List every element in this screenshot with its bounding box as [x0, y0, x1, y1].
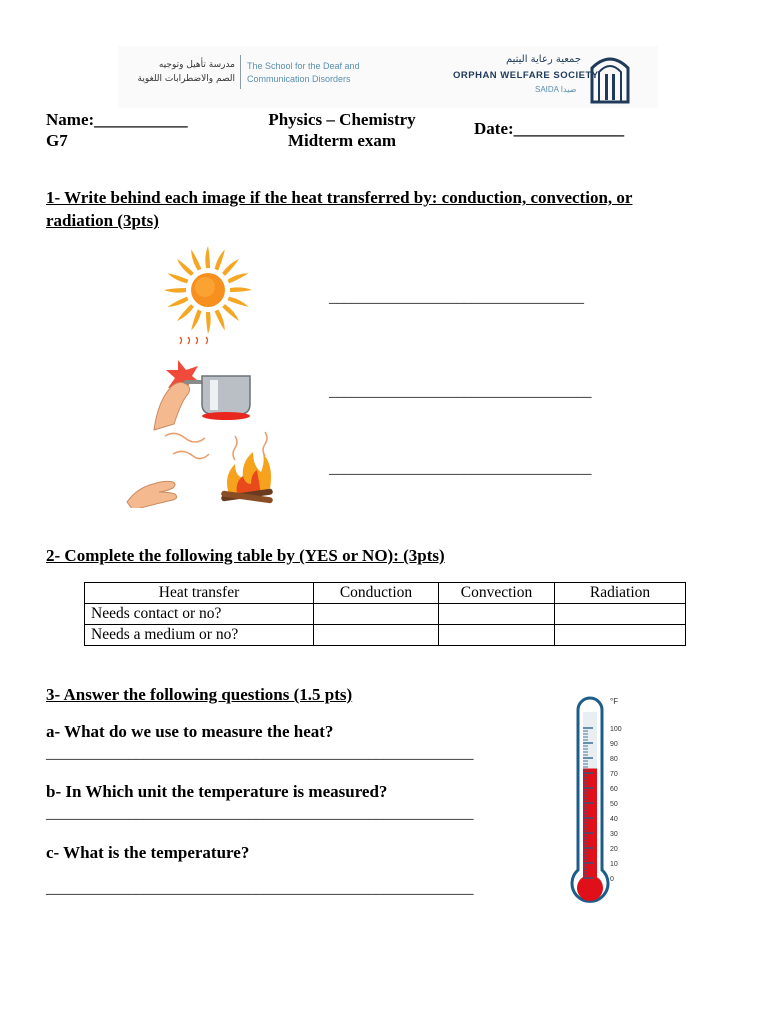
school-logo-english: [247, 60, 360, 86]
thermometer-tick-label: 50: [610, 801, 618, 808]
sun-ray: [167, 297, 189, 310]
thermometer-tick-label: 90: [610, 741, 618, 748]
thermometer-unit: °F: [610, 697, 619, 706]
society-city: SAIDA صيدا: [535, 85, 577, 94]
yes-no-table: [84, 582, 686, 646]
thermometer-tick-label: 10: [610, 861, 618, 868]
table-row: [85, 625, 686, 646]
sun-ray: [214, 248, 227, 270]
sun-ray: [164, 288, 186, 293]
question-3a: a- What do we use to measure the heat?: [46, 722, 334, 741]
society-name-english: ORPHAN WELFARE SOCIETY: [453, 70, 599, 81]
sun-ray: [205, 246, 210, 268]
table-header-cell: Radiation: [555, 583, 686, 604]
answer-cell[interactable]: [314, 604, 439, 625]
thermometer-tick-label: 40: [610, 816, 618, 823]
sun-ray: [175, 257, 194, 276]
sun-ray: [230, 287, 252, 292]
thermometer-tick-label: 100: [610, 726, 622, 733]
thermometer-tick-label: 60: [610, 786, 618, 793]
sun-ray: [222, 304, 241, 323]
exam-title: [252, 109, 432, 151]
table-header-cell: Convection: [439, 583, 555, 604]
thermometer-tick-label: 30: [610, 831, 618, 838]
question-2-title: 2- Complete the following table by (YES or NO): (3pts): [46, 546, 445, 565]
answer-cell[interactable]: [314, 625, 439, 646]
question-3b: b- In Which unit the temperature is measured?: [46, 782, 388, 801]
answer-line-2[interactable]: ___________________________________: [329, 384, 592, 400]
date-field-label: Date:_____________: [474, 119, 625, 138]
question-1-title: [46, 186, 726, 232]
exam-type: Midterm exam: [287, 131, 397, 150]
sun-ray: [206, 312, 211, 334]
thermometer-tick-label: 70: [610, 771, 618, 778]
logo-divider: [240, 55, 241, 89]
school-logo-arabic: [125, 58, 235, 86]
answer-cell[interactable]: [439, 625, 555, 646]
thermometer-tick-label: 20: [610, 846, 618, 853]
name-field-label: Name:___________: [46, 110, 188, 129]
society-emblem-icon: [588, 50, 632, 104]
question-1-title-line1: 1- Write behind each image if the heat transferred by: conduction, convection, or: [46, 188, 633, 207]
answer-line-3[interactable]: ___________________________________: [329, 461, 592, 477]
school-english-line1: The School for the Deaf and: [247, 61, 360, 71]
answer-line-1[interactable]: __________________________________: [329, 290, 584, 306]
sun-ray: [189, 310, 202, 332]
table-row-label: Needs contact or no?: [85, 604, 314, 625]
answer-cell[interactable]: [439, 604, 555, 625]
answer-cell[interactable]: [555, 625, 686, 646]
sun-ray: [222, 257, 241, 276]
answer-cell[interactable]: [555, 604, 686, 625]
sun-ray: [166, 271, 188, 284]
campfire-hand-icon: [125, 428, 277, 508]
society-name-arabic: جمعية رعاية اليتيم: [505, 54, 581, 65]
thermometer-tick-label: 80: [610, 756, 618, 763]
answer-line-3b[interactable]: _________________________________________________________: [46, 806, 474, 822]
sun-ray: [215, 309, 228, 331]
subject-title: Physics – Chemistry: [268, 110, 416, 129]
thermometer-tick-label: 0: [610, 876, 614, 883]
sun-ray: [228, 296, 250, 309]
question-1-title-line2: radiation (3pts): [46, 211, 159, 230]
sun-ray: [189, 249, 202, 271]
sun-ray: [227, 271, 249, 284]
table-header-row: [85, 583, 686, 604]
answer-line-3a[interactable]: _________________________________________________________: [46, 746, 474, 762]
sun-ray: [175, 304, 194, 323]
sun-icon: [160, 244, 256, 336]
table-row: [85, 604, 686, 625]
school-arabic-line2: الصم والاضطرابات اللغوية: [137, 74, 235, 84]
answer-line-3c[interactable]: _________________________________________________________: [46, 881, 474, 897]
thermometer-icon: [566, 692, 638, 916]
school-arabic-line1: مدرسة تأهيل وتوجيه: [158, 60, 235, 70]
student-info: [46, 109, 188, 151]
table-row-label: Needs a medium or no?: [85, 625, 314, 646]
thermometer-bulb: [577, 875, 603, 901]
table-header-cell: Heat transfer: [85, 583, 314, 604]
school-english-line2: Communication Disorders: [247, 74, 351, 84]
table-header-cell: Conduction: [314, 583, 439, 604]
grade-label: G7: [46, 131, 68, 150]
hand-on-pot-icon: [150, 336, 256, 432]
question-3-title: 3- Answer the following questions (1.5 pts): [46, 685, 353, 704]
question-3c: c- What is the temperature?: [46, 843, 250, 862]
